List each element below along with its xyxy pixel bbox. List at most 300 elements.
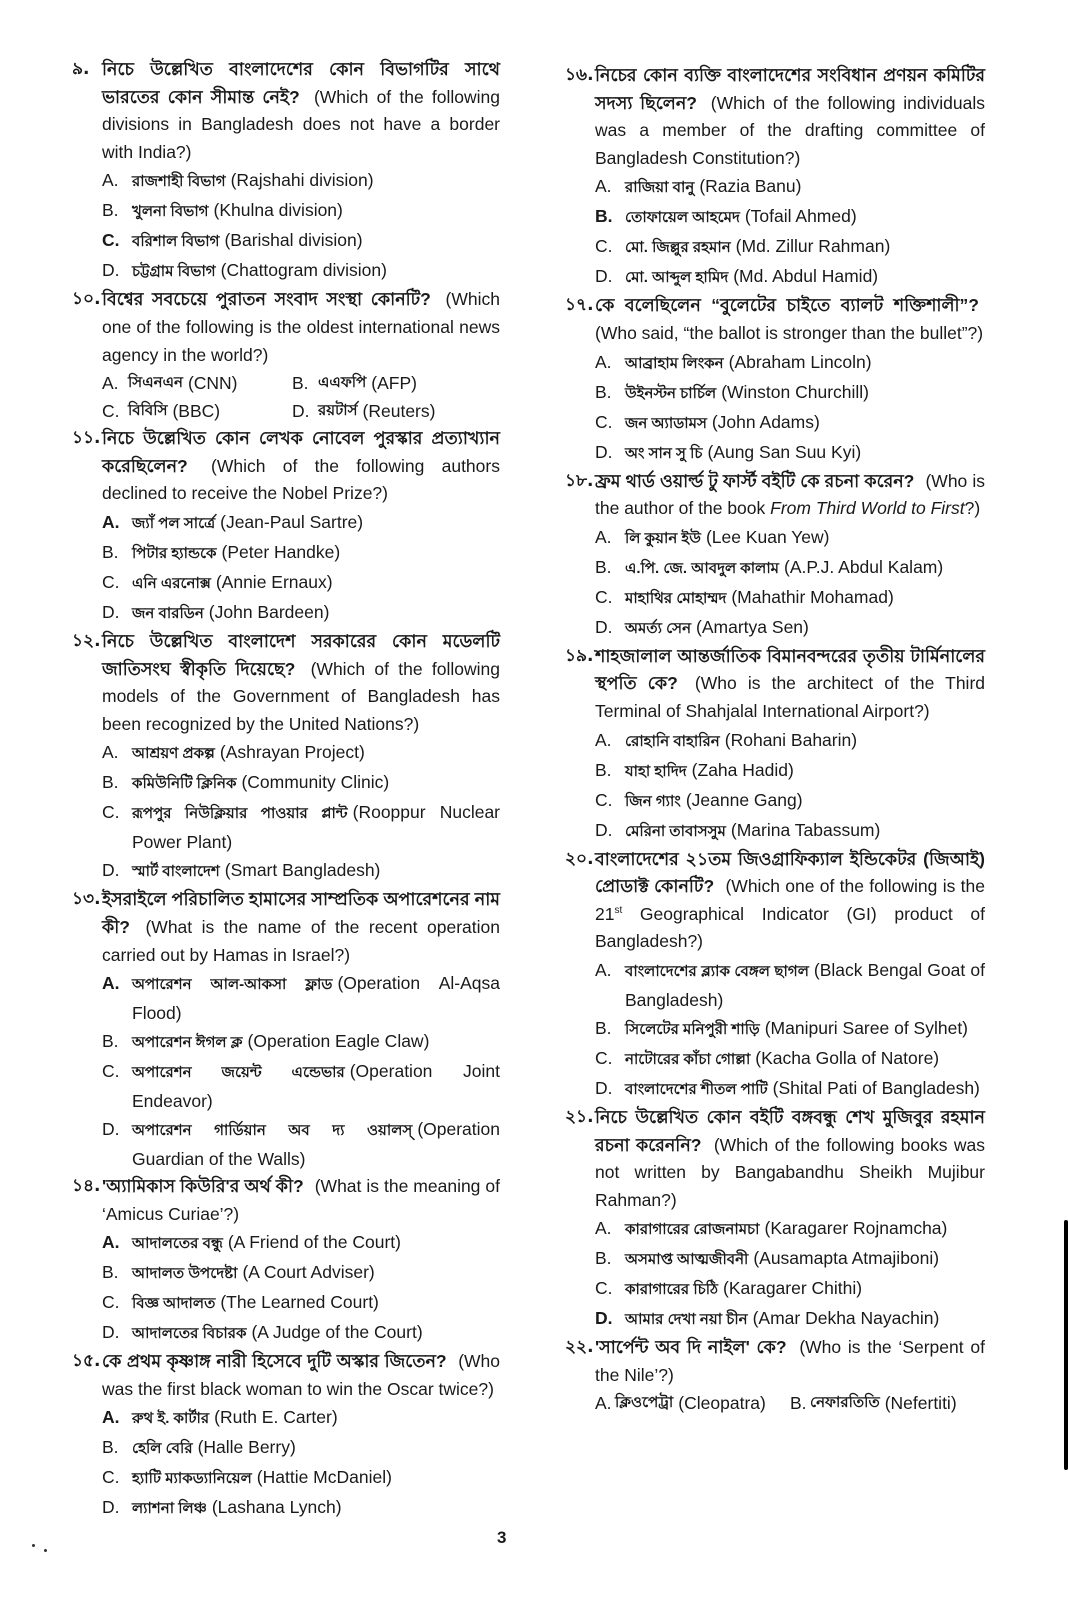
option-text-bangla: আশ্রয়ণ প্রকল্প <box>132 745 215 763</box>
question-text-english: (Who said, “the ballot is stronger than the bullet”?) <box>595 322 984 343</box>
option-c[interactable] <box>595 408 985 438</box>
option-text-bangla: খুলনা বিভাগ <box>132 203 209 221</box>
option-text-english: (Karagarer Rojnamcha) <box>764 1218 948 1239</box>
option-a[interactable] <box>102 969 500 1027</box>
option-text-bangla: অমর্ত্য সেন <box>625 619 692 637</box>
option-text-english: (Khulna division) <box>213 200 343 221</box>
option-text-english: (Peter Handke) <box>221 541 341 562</box>
option-letter: B. <box>102 772 119 793</box>
option-text-bangla: আদালত উপদেষ্টা <box>132 1265 238 1283</box>
question-text <box>102 1173 500 1228</box>
option-a[interactable] <box>595 726 985 756</box>
options-list <box>102 738 500 886</box>
question-text <box>595 846 985 956</box>
option-text-english: (Halle Berry) <box>197 1437 296 1458</box>
option-text-bangla: রাজিয়া বানু <box>625 179 695 197</box>
option-text-bangla: বিজ্ঞ আদালত <box>132 1295 216 1313</box>
question-number: ১৩. <box>72 889 101 910</box>
question-text-english: (Which of the following individuals was a member of the drafting committee of Bangladesh Constitution?) <box>595 92 985 168</box>
page-edge-shadow <box>1064 1220 1068 1470</box>
question-text-english-prefix: (Which one of the following is the 21 <box>595 876 985 924</box>
book-title: From Third World to First <box>770 498 965 519</box>
option-d[interactable] <box>102 1115 500 1173</box>
option-text-english: (Operation Al-Aqsa Flood) <box>132 973 500 1024</box>
question-text <box>102 886 500 969</box>
option-text-english: (Rooppur Nuclear Power Plant) <box>132 802 501 853</box>
option-letter-marked: A. <box>102 511 120 532</box>
option-c[interactable] <box>595 232 985 262</box>
option-d[interactable] <box>595 1074 985 1104</box>
option-letter: B. <box>102 541 119 562</box>
question-text-english-suffix: Geographical Indicator (GI) product of Bangladesh?) <box>595 903 985 952</box>
option-text-bangla: আদালতের বিচারক <box>132 1325 247 1343</box>
option-letter: C. <box>595 586 613 607</box>
options-list <box>595 1389 985 1417</box>
question-text <box>595 62 985 172</box>
option-text-bangla: সিলেটের মনিপুরী শাড়ি <box>625 1020 760 1038</box>
option-letter: B. <box>595 1248 612 1269</box>
question-text <box>595 1104 985 1214</box>
option-text-english: (Annie Ernaux) <box>215 571 333 592</box>
option-letter: B. <box>595 759 612 780</box>
option-text-english: (John Bardeen) <box>208 601 330 622</box>
option-a[interactable] <box>595 1389 790 1417</box>
option-a[interactable] <box>595 523 985 553</box>
option-b[interactable] <box>102 538 500 568</box>
option-text-english: (Kacha Golla of Natore) <box>755 1047 940 1068</box>
option-text-bangla: নাটোরের কাঁচা গোল্লা <box>625 1050 751 1068</box>
question-text-bangla: বিশ্বের সবচেয়ে পুরাতন সংবাদ সংস্থা কোনটি? <box>102 289 431 310</box>
option-letter: D. <box>595 819 613 840</box>
options-list <box>102 369 500 425</box>
option-text-english: (Marina Tabassum) <box>730 819 881 840</box>
question-text-english: (What is the name of the recent operation carried out by Hamas in Israel?) <box>102 916 500 965</box>
option-text-english: (Ausamapta Atmajiboni) <box>753 1248 940 1269</box>
option-text-bangla: ক্লিওপেট্রা <box>615 1394 674 1412</box>
question-19 <box>565 643 985 846</box>
option-d[interactable] <box>292 397 482 425</box>
question-text <box>595 1334 985 1389</box>
option-a[interactable] <box>102 1228 500 1258</box>
option-letter: B. <box>102 1437 119 1458</box>
question-text-english: (Who is the ‘Serpent of the Nile’?) <box>595 1337 985 1385</box>
option-a[interactable] <box>595 348 985 378</box>
option-text-english: (CNN) <box>187 373 238 394</box>
option-text-english: (John Adams) <box>711 411 820 432</box>
question-text <box>102 1348 500 1403</box>
option-text-bangla: হ্যাটি ম্যাকড্যানিয়েল <box>132 1470 252 1488</box>
option-text-bangla: রুথ ই. কার্টার <box>132 1410 210 1428</box>
option-text-english: (Zaha Hadid) <box>691 759 794 780</box>
option-letter: A. <box>102 170 119 191</box>
option-text-bangla: ল্যাশনা লিঞ্চ <box>132 1500 207 1518</box>
option-letter: D. <box>595 1077 613 1098</box>
option-letter: D. <box>102 1497 120 1518</box>
question-number: ২০. <box>565 848 594 869</box>
option-text-bangla: বাংলাদেশের ব্ল্যাক বেঙ্গল ছাগল <box>625 962 809 980</box>
option-d[interactable] <box>102 1493 500 1523</box>
option-letter: A. <box>102 742 119 763</box>
options-list <box>595 523 985 643</box>
option-letter: B. <box>595 556 612 577</box>
options-row <box>595 1389 985 1417</box>
option-letter: C. <box>595 411 613 432</box>
option-c[interactable] <box>595 786 985 816</box>
question-text-bangla: নিচে উল্লেখিত বাংলাদেশ সরকারের কোন মডেলটি জাতিসংঘ স্বীকৃতি দিয়েছে? <box>102 630 500 679</box>
option-letter: B. <box>595 1017 612 1038</box>
option-c[interactable] <box>102 1057 500 1115</box>
option-a[interactable] <box>595 956 985 1014</box>
option-letter: A. <box>595 351 612 372</box>
option-text-english: (Smart Bangladesh) <box>224 860 381 881</box>
option-text-english: (The Learned Court) <box>220 1292 379 1313</box>
options-list <box>595 726 985 846</box>
option-b[interactable] <box>102 768 500 798</box>
question-text-bangla: বাংলাদেশের ২১তম জিওগ্রাফিক্যাল ইন্ডিকেটর (জিআই) প্রোডাক্ট কোনটি? <box>595 848 985 897</box>
option-text-bangla: স্মার্ট বাংলাদেশ <box>132 863 220 881</box>
option-letter: B. <box>102 1262 119 1283</box>
option-text-bangla: অপারেশন গার্ডিয়ান অব দ্য ওয়ালস্ <box>132 1122 413 1140</box>
question-number: ১১. <box>72 428 101 449</box>
option-text-english: (Black Bengal Goat of Bangladesh) <box>625 959 985 1010</box>
scan-speck <box>44 1549 47 1552</box>
option-letter: C. <box>595 789 613 810</box>
option-c[interactable] <box>102 568 500 598</box>
option-letter: D. <box>595 441 613 462</box>
option-text-bangla: রাজশাহী বিভাগ <box>132 173 226 191</box>
option-text-english: (Amartya Sen) <box>696 616 809 637</box>
question-9 <box>72 56 500 286</box>
option-letter: B. <box>790 1393 807 1414</box>
option-letter-marked: A. <box>102 973 120 994</box>
option-c[interactable] <box>102 226 500 256</box>
options-list <box>102 1228 500 1348</box>
question-15 <box>72 1348 500 1523</box>
option-c[interactable] <box>595 1044 985 1074</box>
option-text-bangla: উইনস্টন চার্চিল <box>625 384 717 402</box>
page-number: 3 <box>497 1528 507 1547</box>
option-c[interactable] <box>102 1288 500 1318</box>
option-letter: A. <box>102 373 119 394</box>
question-text <box>102 286 500 369</box>
option-a[interactable] <box>102 166 500 196</box>
option-text-bangla: লি কুয়ান ইউ <box>625 529 701 547</box>
option-letter: B. <box>102 200 119 221</box>
option-d[interactable] <box>595 1304 985 1334</box>
option-letter: A. <box>595 1218 612 1239</box>
option-letter-marked: C. <box>102 230 120 251</box>
option-text-english: (Winston Churchill) <box>721 381 869 402</box>
option-text-english: (Jeanne Gang) <box>685 789 803 810</box>
question-text-english: (Who is the architect of the Third Terminal of Shahjalal International Airport?) <box>595 673 985 721</box>
option-text-english: (Ruth E. Carter) <box>214 1407 338 1428</box>
option-letter: D. <box>102 1119 120 1140</box>
option-text-english: (Operation Joint Endeavor) <box>132 1061 500 1112</box>
option-letter: D. <box>595 616 613 637</box>
option-text-bangla: চট্টগ্রাম বিভাগ <box>132 263 216 281</box>
question-text-english: (Who was the first black woman to win the Oscar twice?) <box>102 1351 500 1399</box>
option-text-english: (Cleopatra) <box>678 1393 766 1414</box>
option-text-english: (A Court Adviser) <box>242 1262 375 1283</box>
question-text-bangla: কে প্রথম কৃষ্ণাঙ্গ নারী হিসেবে দুটি অস্কার জিতেন? <box>102 1351 447 1372</box>
option-text-bangla: কমিউনিটি ক্লিনিক <box>132 775 237 793</box>
option-d[interactable] <box>595 438 985 468</box>
question-text-english: (Which one of the following is the oldest international news agency in the world?) <box>102 289 500 365</box>
question-text <box>595 643 985 726</box>
question-text-bangla: ইসরাইলে পরিচালিত হামাসের সাম্প্রতিক অপারেশনের নাম কী? <box>102 889 500 937</box>
question-14 <box>72 1173 500 1348</box>
option-text-english: (BBC) <box>172 401 221 422</box>
option-text-english: (Razia Banu) <box>699 176 802 197</box>
option-text-english: (Ashrayan Project) <box>219 742 365 763</box>
option-text-english: (Karagarer Chithi) <box>723 1278 863 1299</box>
question-number: ১৭. <box>565 295 594 316</box>
option-text-english: (Chattogram division) <box>220 260 387 281</box>
option-letter: D. <box>102 1322 120 1343</box>
option-letter: C. <box>102 1292 120 1313</box>
option-text-bangla: জিন গ্যাং <box>625 792 681 810</box>
question-number: ১৪. <box>72 1176 101 1197</box>
option-b[interactable] <box>102 1433 500 1463</box>
option-a[interactable] <box>102 508 500 538</box>
option-text-english: (Lee Kuan Yew) <box>705 526 830 547</box>
option-letter-marked: D. <box>595 1308 613 1329</box>
option-letter-marked: A. <box>102 1232 120 1253</box>
option-letter: D. <box>595 266 613 287</box>
options-row <box>102 397 500 425</box>
option-letter: D. <box>102 260 120 281</box>
question-text <box>102 56 500 166</box>
option-b[interactable] <box>595 202 985 232</box>
option-b[interactable] <box>102 1027 500 1057</box>
option-text-bangla: অপারেশন আল-আকসা ফ্লাড <box>132 976 333 994</box>
option-text-bangla: পিটার হ্যান্ডকে <box>132 544 217 562</box>
option-text-bangla: সিএনএন <box>128 374 183 392</box>
option-text-bangla: জ্যাঁ পল সার্ত্রে <box>132 514 216 532</box>
question-text-bangla: ফ্রম থার্ড ওয়ার্ল্ড টু ফার্স্ট বইটি কে রচনা করেন? <box>595 470 915 491</box>
question-text <box>102 425 500 508</box>
question-21 <box>565 1104 985 1334</box>
question-text <box>595 468 985 523</box>
option-a[interactable] <box>102 369 292 397</box>
option-text-bangla: অপারেশন জয়েন্ট এন্ডেভার <box>132 1064 345 1082</box>
question-text-bangla: নিচে উল্লেখিত কোন লেখক নোবেল পুরস্কার প্রত্যাখ্যান করেছিলেন? <box>102 428 500 476</box>
option-text-english: (Barishal division) <box>224 230 363 251</box>
option-text-english: (Abraham Lincoln) <box>728 351 872 372</box>
question-16 <box>565 62 985 292</box>
option-d[interactable] <box>102 856 500 886</box>
option-b[interactable] <box>595 378 985 408</box>
question-number: ১৮. <box>565 470 594 491</box>
option-text-bangla: অং সান সু চি <box>625 444 703 462</box>
option-text-english: (Aung San Suu Kyi) <box>707 441 862 462</box>
question-text-bangla: শাহজালাল আন্তর্জাতিক বিমানবন্দরের তৃতীয় টার্মিনালের স্থপতি কে? <box>595 645 985 694</box>
option-b[interactable] <box>102 1258 500 1288</box>
option-letter: C. <box>102 1467 120 1488</box>
option-b[interactable] <box>595 1014 985 1044</box>
question-text-bangla: কে বলেছিলেন “বুলেটের চাইতে ব্যালট শক্তিশালী”? <box>595 295 979 316</box>
option-c[interactable] <box>595 583 985 613</box>
option-a[interactable] <box>102 738 500 768</box>
option-text-bangla: জন বারডিন <box>132 604 204 622</box>
option-a[interactable] <box>595 1214 985 1244</box>
option-c[interactable] <box>102 1463 500 1493</box>
options-list <box>595 348 985 468</box>
option-text-bangla: এনি এরনোক্স <box>132 574 211 592</box>
option-text-bangla: বরিশাল বিভাগ <box>132 233 220 251</box>
question-17 <box>565 292 985 467</box>
option-text-bangla: জন অ্যাডামস <box>625 414 707 432</box>
options-list <box>102 508 500 628</box>
option-d[interactable] <box>595 816 985 846</box>
option-b[interactable] <box>102 196 500 226</box>
option-text-english: (A.P.J. Abdul Kalam) <box>784 556 944 577</box>
option-text-english: (Operation Eagle Claw) <box>247 1031 430 1052</box>
option-letter: C. <box>102 1061 120 1082</box>
option-d[interactable] <box>595 262 985 292</box>
question-number: ১২. <box>72 630 101 651</box>
options-list <box>595 956 985 1104</box>
options-list <box>102 1403 500 1523</box>
question-12 <box>72 628 500 886</box>
option-text-english: (Shital Pati of Bangladesh) <box>772 1077 980 1098</box>
question-13 <box>72 886 500 1173</box>
option-text-english: (Hattie McDaniel) <box>256 1467 392 1488</box>
option-b[interactable] <box>595 1244 985 1274</box>
option-text-english: (Md. Zillur Rahman) <box>735 236 891 257</box>
question-text-english: (Which of the following divisions in Bangladesh does not have a border with India?) <box>102 86 500 162</box>
question-text-bangla: নিচে উল্লেখিত বাংলাদেশের কোন বিভাগটির সাথে ভারতের কোন সীমান্ত নেই? <box>102 59 500 107</box>
option-letter: A. <box>595 729 612 750</box>
option-text-bangla: কারাগারের রোজনামচা <box>625 1221 760 1239</box>
options-row <box>102 369 500 397</box>
question-text-english-prefix: (Who is the author of the book <box>595 470 986 519</box>
option-text-bangla: অসমাপ্ত আত্মজীবনী <box>625 1251 749 1269</box>
option-letter-marked: A. <box>102 1407 120 1428</box>
option-letter: B. <box>292 373 309 394</box>
option-text-bangla: রোহানি বাহারিন <box>625 732 720 750</box>
option-b[interactable] <box>595 756 985 786</box>
question-text-english: (Which of the following authors declined to receive the Nobel Prize?) <box>102 455 500 504</box>
option-text-bangla: আমার দেখা নয়া চীন <box>625 1311 748 1329</box>
option-text-bangla: মেরিনা তাবাসসুম <box>625 822 726 840</box>
option-text-bangla: মাহাথির মোহাম্মদ <box>625 589 727 607</box>
option-text-english: (Tofail Ahmed) <box>744 206 857 227</box>
question-text <box>595 292 985 347</box>
question-text-bangla: 'সার্পেন্ট অব দি নাইল' কে? <box>595 1337 787 1358</box>
option-letter: C. <box>595 236 613 257</box>
option-letter: C. <box>595 1278 613 1299</box>
option-text-english: (Nefertiti) <box>884 1393 957 1414</box>
question-text-english: (Which of the following models of the Government of Bangladesh has been recognized by the United Nations?) <box>102 658 500 734</box>
question-number: ১৫. <box>72 1351 101 1372</box>
question-text-english: (Which of the following books was not written by Bangabandhu Sheikh Mujibur Rahman?) <box>595 1134 985 1210</box>
option-text-english: (Rohani Baharin) <box>724 729 858 750</box>
option-d[interactable] <box>595 613 985 643</box>
option-text-bangla: বাংলাদেশের শীতল পাটি <box>625 1080 768 1098</box>
option-letter-marked: B. <box>595 206 613 227</box>
options-list <box>102 166 500 286</box>
option-text-bangla: রূপপুর নিউক্লিয়ার পাওয়ার প্লান্ট <box>132 805 348 823</box>
option-letter: D. <box>292 401 310 422</box>
option-text-english: (AFP) <box>371 373 417 394</box>
option-b[interactable] <box>292 369 482 397</box>
option-text-english: (Operation Guardian of the Walls) <box>132 1119 500 1170</box>
option-text-bangla: মো. জিল্লুর রহমান <box>625 239 731 257</box>
option-letter: B. <box>595 381 612 402</box>
question-10 <box>72 286 500 425</box>
option-text-bangla: এ.পি. জে. আবদুল কালাম <box>625 559 779 577</box>
option-text-english: (Md. Abdul Hamid) <box>733 266 879 287</box>
option-d[interactable] <box>102 1318 500 1348</box>
ordinal-superscript: st <box>614 904 623 916</box>
options-list <box>595 172 985 292</box>
option-letter: A. <box>595 526 612 547</box>
option-letter: A. <box>595 1393 612 1414</box>
option-c[interactable] <box>102 798 500 856</box>
question-20 <box>565 846 985 1104</box>
option-letter: C. <box>102 401 120 422</box>
option-d[interactable] <box>102 598 500 628</box>
scan-speck <box>32 1544 35 1547</box>
option-text-english: (Mahathir Mohamad) <box>731 586 894 607</box>
question-number: ১৬. <box>565 65 594 85</box>
option-letter: D. <box>102 860 120 881</box>
option-text-bangla: হেলি বেরি <box>132 1440 193 1458</box>
option-a[interactable] <box>595 172 985 202</box>
option-c[interactable] <box>102 397 292 425</box>
option-text-bangla: যাহা হাদিদ <box>625 762 687 780</box>
option-text-bangla: আব্রাহাম লিংকন <box>625 354 724 372</box>
question-18 <box>565 468 985 643</box>
option-text-bangla: কারাগারের চিঠি <box>625 1281 719 1299</box>
question-text-english-suffix: ?) <box>964 498 981 519</box>
question-number: ১০. <box>72 289 101 310</box>
option-text-english: (Community Clinic) <box>241 772 390 793</box>
question-number: ১৯. <box>565 645 594 666</box>
question-11 <box>72 425 500 628</box>
left-column <box>72 56 500 1523</box>
option-text-bangla: নেফারতিতি <box>810 1394 880 1412</box>
option-text-english: (A Judge of the Court) <box>251 1322 423 1343</box>
option-letter: C. <box>102 802 120 823</box>
option-c[interactable] <box>595 1274 985 1304</box>
question-text-bangla: 'অ্যামিকাস কিউরি'র অর্থ কী? <box>102 1176 304 1197</box>
option-text-bangla: এএফপি <box>318 374 367 392</box>
option-text-english: (Reuters) <box>362 401 436 422</box>
option-letter: D. <box>102 601 120 622</box>
option-text-bangla: আদালতের বন্ধু <box>132 1235 223 1253</box>
option-d[interactable] <box>102 256 500 286</box>
question-text <box>102 628 500 738</box>
option-text-bangla: তোফায়েল আহমেদ <box>625 209 740 227</box>
option-a[interactable] <box>102 1403 500 1433</box>
option-text-english: (Jean-Paul Sartre) <box>220 511 364 532</box>
option-letter: C. <box>595 1047 613 1068</box>
option-text-english: (A Friend of the Court) <box>227 1232 401 1253</box>
option-b[interactable] <box>790 1389 985 1417</box>
question-text-bangla: নিচে উল্লেখিত কোন বইটি বঙ্গবন্ধু শেখ মুজিবুর রহমান রচনা করেননি? <box>595 1106 985 1155</box>
question-number: ২১. <box>565 1106 594 1127</box>
option-b[interactable] <box>595 553 985 583</box>
question-text-bangla: নিচের কোন ব্যক্তি বাংলাদেশের সংবিধান প্রণয়ন কমিটির সদস্য ছিলেন? <box>595 65 985 113</box>
option-text-english: (Amar Dekha Nayachin) <box>752 1308 940 1329</box>
option-letter: C. <box>102 571 120 592</box>
option-text-english: (Rajshahi division) <box>230 170 374 191</box>
option-text-bangla: বিবিসি <box>128 402 168 420</box>
question-22 <box>565 1334 985 1417</box>
option-text-bangla: মো. আব্দুল হামিদ <box>625 269 729 287</box>
